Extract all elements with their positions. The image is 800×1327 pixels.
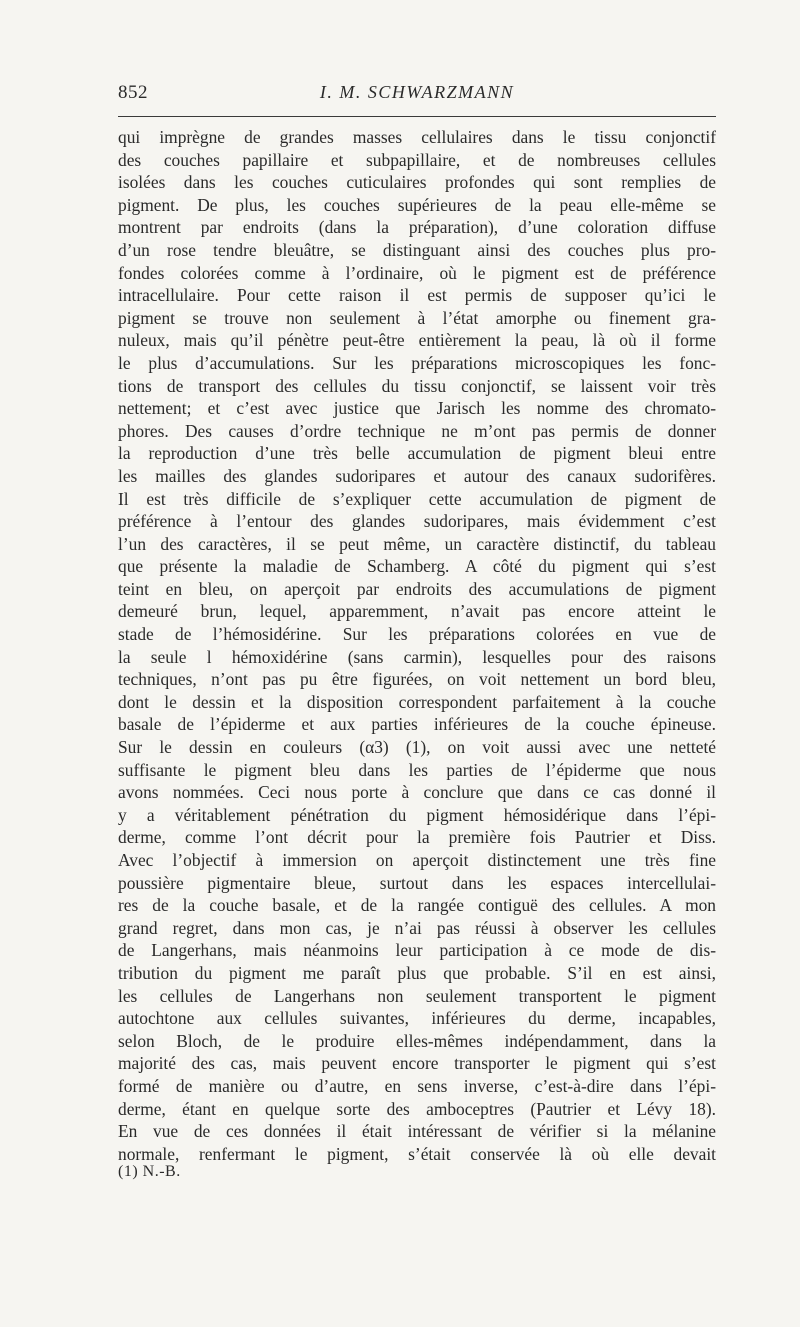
text-line: pigment. De plus, les couches supérieures de la peau elle-même se	[118, 194, 716, 215]
text-line: montrent par endroits (dans la préparation), d’une coloration diffuse	[118, 217, 716, 238]
text-line: teint en bleu, on aperçoit par endroits des accumulations de pigment	[118, 578, 716, 599]
text-line: intracellulaire. Pour cette raison il est permis de supposer qu’ici le	[118, 285, 716, 306]
text-line: tribution du pigment me paraît plus que probable. S’il en est ainsi,	[118, 962, 716, 983]
text-line: suffisante le pigment bleu dans les parties de l’épiderme que nous	[118, 759, 716, 780]
text-line: la seule l hémoxidérine (sans carmin), lesquelles pour des raisons	[118, 646, 716, 667]
page-number: 852	[118, 82, 148, 103]
text-line: nettement; et c’est avec justice que Jarisch les nomme des chromato-	[118, 398, 716, 419]
text-line: tions de transport des cellules du tissu conjonctif, se laissent voir très	[118, 375, 716, 396]
header-rule	[118, 116, 716, 117]
running-head	[118, 78, 716, 108]
text-line: derme, étant en quelque sorte des amboceptres (Pautrier et Lévy 18).	[118, 1098, 716, 1119]
text-line: avons nommées. Ceci nous porte à conclure que dans ce cas donné il	[118, 782, 716, 803]
text-line: grand regret, dans mon cas, je n’ai pas réussi à observer les cellules	[118, 917, 716, 938]
text-line: des couches papillaire et subpapillaire, et de nombreuses cellules	[118, 149, 716, 170]
text-line: majorité des cas, mais peuvent encore transporter le pigment qui s’est	[118, 1053, 716, 1074]
text-line: qui imprègne de grandes masses cellulaires dans le tissu conjonctif	[118, 127, 716, 147]
text-line: isolées dans les couches cuticulaires profondes qui sont remplies de	[118, 172, 716, 193]
text-line: normale, renfermant le pigment, s’était conservée là où elle devait	[118, 1143, 716, 1164]
text-line: formé de manière ou d’autre, en sens inverse, c’est-à-dire dans l’épi-	[118, 1075, 716, 1096]
text-line: les mailles des glandes sudoripares et autour des canaux sudorifères.	[118, 465, 716, 486]
text-line: préférence à l’entour des glandes sudoripares, mais évidemment c’est	[118, 511, 716, 532]
text-line: poussière pigmentaire bleue, surtout dans les espaces intercellulai-	[118, 872, 716, 893]
text-line: basale de l’épiderme et aux parties inférieures de la couche épineuse.	[118, 714, 716, 735]
text-line: autochtone aux cellules suivantes, inférieures du derme, incapables,	[118, 1008, 716, 1029]
text-line: y a véritablement pénétration du pigment hémosidérique dans l’épi-	[118, 804, 716, 825]
text-line: En vue de ces données il était intéressant de vérifier si la mélanine	[118, 1121, 716, 1142]
text-line: stade de l’hémosidérine. Sur les préparations colorées en vue de	[118, 624, 716, 645]
text-line: fondes colorées comme à l’ordinaire, où le pigment est de préférence	[118, 262, 716, 283]
text-line: que présente la maladie de Schamberg. A côté du pigment qui s’est	[118, 556, 716, 577]
text-line: la reproduction d’une très belle accumulation de pigment bleui entre	[118, 443, 716, 464]
text-line: les cellules de Langerhans non seulement transportent le pigment	[118, 985, 716, 1006]
text-line: Avec l’objectif à immersion on aperçoit distinctement une très fine	[118, 850, 716, 870]
running-title: I. M. SCHWARZMANN	[319, 82, 515, 102]
text-line: de Langerhans, mais néanmoins leur participation à ce mode de dis-	[118, 940, 716, 961]
text-line: techniques, n’ont pas pu être figurées, on voit nettement un bord bleu,	[118, 669, 716, 690]
text-line: l’un des caractères, il se peut même, un caractère distinctif, du tableau	[118, 533, 716, 554]
text-line: demeuré brun, lequel, apparemment, n’avait pas encore atteint le	[118, 601, 716, 622]
text-line: selon Bloch, de le produire elles-mêmes indépendamment, dans la	[118, 1030, 716, 1051]
text-line: dont le dessin et la disposition correspondent parfaitement à la couche	[118, 691, 716, 712]
text-line: res de la couche basale, et de la rangée contiguë des cellules. A mon	[118, 895, 716, 916]
footnote: (1) N.-B.	[118, 1163, 181, 1180]
text-line: Il est très difficile de s’expliquer cette accumulation de pigment de	[118, 488, 716, 509]
text-line: le plus d’accumulations. Sur les préparations microscopiques les fonc-	[118, 352, 716, 373]
text-line: nuleux, mais qu’il pénètre peut-être entièrement la peau, là où il forme	[118, 330, 716, 351]
text-line: d’un rose tendre bleuâtre, se distinguant ainsi des couches plus pro-	[118, 239, 716, 260]
text-line: pigment se trouve non seulement à l’état amorphe ou finement gra-	[118, 307, 716, 328]
text-line: Sur le dessin en couleurs (α3) (1), on voit aussi avec une netteté	[118, 737, 716, 758]
text-line: phores. Des causes d’ordre technique ne m’ont pas permis de donner	[118, 420, 716, 441]
body-text	[118, 126, 716, 1165]
text-line: derme, comme l’ont décrit pour la première fois Pautrier et Diss.	[118, 827, 716, 848]
